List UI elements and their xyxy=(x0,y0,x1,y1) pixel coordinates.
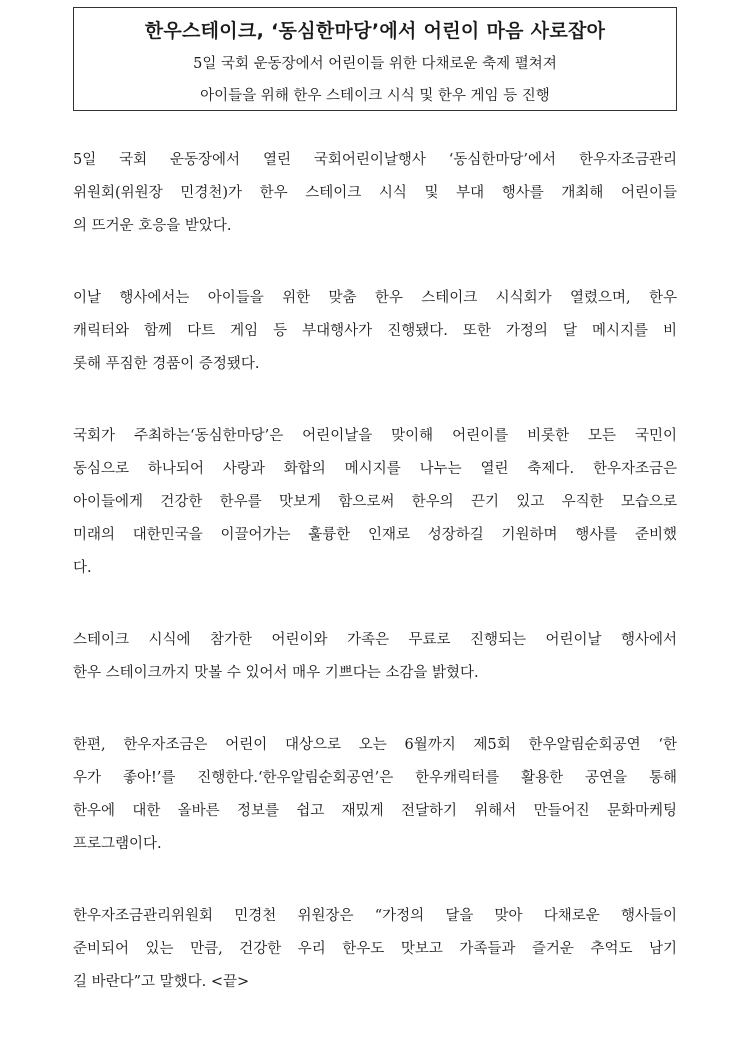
paragraph-line: 동심으로 하나되어 사랑과 화합의 메시지를 나누는 열린 축제다. 한우자조금은 xyxy=(73,461,677,477)
paragraph-line: 미래의 대한민국을 이끌어가는 훌륭한 인재로 성장하길 기원하며 행사를 준비했 xyxy=(73,527,677,543)
paragraph-3 xyxy=(73,420,677,585)
paragraph-line: 한우자조금관리위원회 민경천 위원장은 “가정의 달을 맞아 다채로운 행사들이 xyxy=(73,908,677,924)
paragraph-4 xyxy=(73,624,677,690)
paragraph-line: 스테이크 시식에 참가한 어린이와 가족은 무료로 진행되는 어린이날 행사에서 xyxy=(73,632,677,648)
paragraph-line: 한우 스테이크까지 맛볼 수 있어서 매우 기쁘다는 소감을 밝혔다. xyxy=(73,665,479,681)
paragraph-line: 롯해 푸짐한 경품이 증정됐다. xyxy=(73,356,260,372)
paragraph-6 xyxy=(73,900,677,999)
subheadline-2: 아이들을 위해 한우 스테이크 시식 및 한우 게임 등 진행 xyxy=(200,88,550,104)
paragraph-line: 프로그램이다. xyxy=(73,836,162,852)
paragraph-line: 아이들에게 건강한 한우를 맛보게 함으로써 한우의 끈기 있고 우직한 모습으로 xyxy=(73,494,677,510)
paragraph-line: 우가 좋아!’를 진행한다.‘한우알림순회공연’은 한우캐릭터를 활용한 공연을 통해 xyxy=(73,770,677,786)
paragraph-line: 준비되어 있는 만큼, 건강한 우리 한우도 맛보고 가족들과 즐거운 추억도 남기 xyxy=(73,941,677,957)
headline-box xyxy=(73,7,677,111)
paragraph-line: 이날 행사에서는 아이들을 위한 맞춤 한우 스테이크 시식회가 열렸으며, 한우 xyxy=(73,290,677,306)
paragraph-line: 의 뜨거운 호응을 받았다. xyxy=(73,218,232,234)
paragraph-line: 길 바란다”고 말했다. <끝> xyxy=(73,974,250,990)
paragraph-2 xyxy=(73,282,677,381)
paragraph-line: 캐릭터와 함께 다트 게임 등 부대행사가 진행됐다. 또한 가정의 달 메시지를 비 xyxy=(73,323,677,339)
paragraph-line: 국회가 주최하는‘동심한마당’은 어린이날을 맞이해 어린이를 비롯한 모든 국민이 xyxy=(73,428,677,444)
headline: 한우스테이크, ‘동심한마당’에서 어린이 마음 사로잡아 xyxy=(144,20,606,42)
paragraph-1 xyxy=(73,144,677,243)
paragraph-line: 5일 국회 운동장에서 열린 국회어린이날행사 ‘동심한마당’에서 한우자조금관리 xyxy=(73,152,677,168)
article-body xyxy=(73,144,677,1038)
subheadline-1: 5일 국회 운동장에서 어린이들 위한 다채로운 축제 펼쳐져 xyxy=(193,56,557,72)
paragraph-line: 한우에 대한 올바른 정보를 쉽고 재밌게 전달하기 위해서 만들어진 문화마케팅 xyxy=(73,803,677,819)
paragraph-line: 다. xyxy=(73,560,92,576)
paragraph-line: 위원회(위원장 민경천)가 한우 스테이크 시식 및 부대 행사를 개최해 어린이들 xyxy=(73,185,677,201)
paragraph-line: 한편, 한우자조금은 어린이 대상으로 오는 6월까지 제5회 한우알림순회공연 ‘한 xyxy=(73,737,677,753)
paragraph-5 xyxy=(73,729,677,861)
